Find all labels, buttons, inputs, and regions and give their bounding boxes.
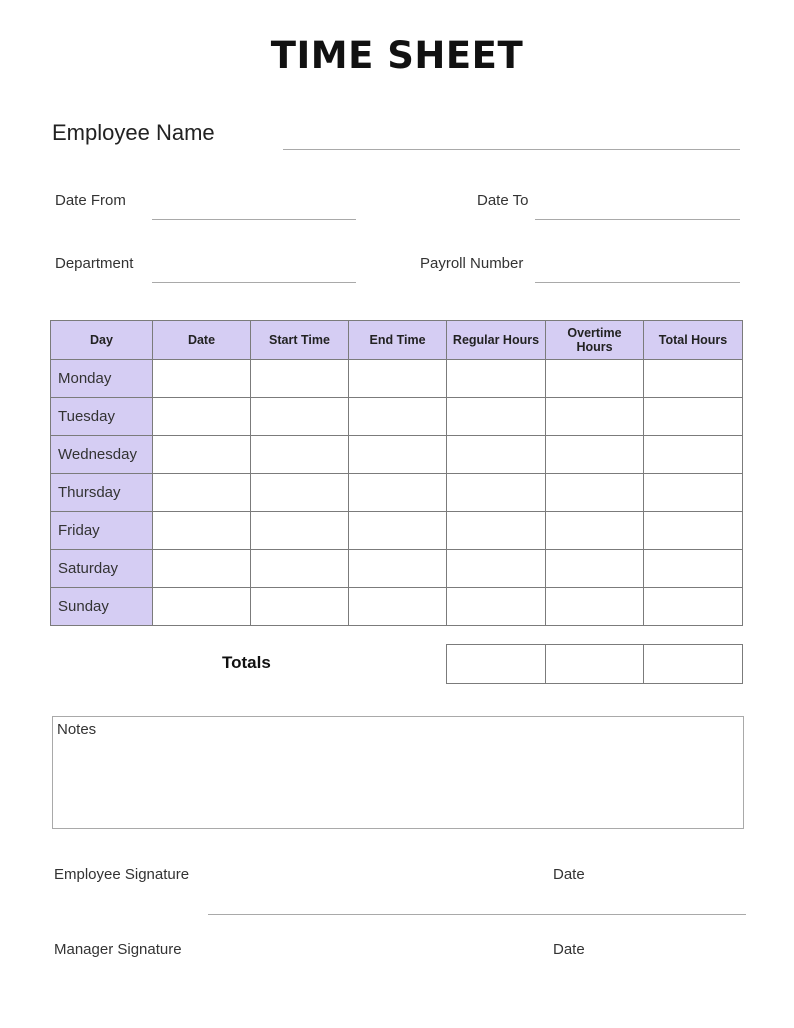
day-cell: Sunday — [51, 588, 153, 626]
column-header-overtime-hours: Overtime Hours — [546, 321, 644, 360]
date-cell[interactable] — [153, 474, 251, 512]
date-cell[interactable] — [153, 398, 251, 436]
day-cell: Friday — [51, 512, 153, 550]
total-hours-cell[interactable] — [644, 474, 743, 512]
day-cell: Monday — [51, 360, 153, 398]
start-time-cell[interactable] — [251, 360, 349, 398]
total-hours-cell[interactable] — [644, 360, 743, 398]
end-time-cell[interactable] — [349, 588, 447, 626]
date-from-field[interactable] — [152, 219, 356, 220]
total-regular-hours-cell[interactable] — [447, 645, 546, 684]
regular-hours-cell[interactable] — [447, 436, 546, 474]
column-header-day: Day — [51, 321, 153, 360]
overtime-hours-cell[interactable] — [546, 550, 644, 588]
end-time-cell[interactable] — [349, 474, 447, 512]
total-hours-cell[interactable] — [644, 512, 743, 550]
regular-hours-cell[interactable] — [447, 474, 546, 512]
column-header-end-time: End Time — [349, 321, 447, 360]
notes-box[interactable] — [52, 716, 744, 829]
payroll-number-label: Payroll Number — [420, 255, 524, 272]
totals-row — [447, 645, 743, 684]
regular-hours-cell[interactable] — [447, 588, 546, 626]
overtime-hours-cell[interactable] — [546, 398, 644, 436]
date-cell[interactable] — [153, 512, 251, 550]
manager-signature-label: Manager Signature — [54, 941, 182, 958]
overtime-hours-cell[interactable] — [546, 436, 644, 474]
table-row — [51, 360, 743, 398]
overtime-hours-cell[interactable] — [546, 512, 644, 550]
time-table — [50, 320, 743, 626]
table-row — [51, 512, 743, 550]
table-row — [51, 436, 743, 474]
manager-signature-date-label: Date — [553, 941, 585, 958]
day-cell: Saturday — [51, 550, 153, 588]
table-row — [51, 474, 743, 512]
table-header-row — [51, 321, 743, 360]
date-cell[interactable] — [153, 550, 251, 588]
page-title: TIME SHEET — [270, 34, 524, 77]
regular-hours-cell[interactable] — [447, 398, 546, 436]
overtime-hours-cell[interactable] — [546, 474, 644, 512]
end-time-cell[interactable] — [349, 398, 447, 436]
employee-name-label: Employee Name — [52, 120, 215, 145]
regular-hours-cell[interactable] — [447, 550, 546, 588]
end-time-cell[interactable] — [349, 512, 447, 550]
date-cell[interactable] — [153, 436, 251, 474]
date-to-field[interactable] — [535, 219, 740, 220]
employee-name-field[interactable] — [283, 149, 740, 150]
end-time-cell[interactable] — [349, 436, 447, 474]
start-time-cell[interactable] — [251, 436, 349, 474]
start-time-cell[interactable] — [251, 588, 349, 626]
payroll-number-field[interactable] — [535, 282, 740, 283]
table-row — [51, 588, 743, 626]
overtime-hours-cell[interactable] — [546, 360, 644, 398]
start-time-cell[interactable] — [251, 512, 349, 550]
overtime-hours-cell[interactable] — [546, 588, 644, 626]
column-header-total-hours: Total Hours — [644, 321, 743, 360]
total-hours-cell[interactable] — [644, 398, 743, 436]
regular-hours-cell[interactable] — [447, 512, 546, 550]
total-hours-cell[interactable] — [644, 436, 743, 474]
end-time-cell[interactable] — [349, 550, 447, 588]
column-header-date: Date — [153, 321, 251, 360]
table-row — [51, 398, 743, 436]
day-cell: Thursday — [51, 474, 153, 512]
end-time-cell[interactable] — [349, 360, 447, 398]
department-label: Department — [55, 255, 134, 272]
total-hours-sum-cell[interactable] — [644, 645, 743, 684]
employee-signature-date-label: Date — [553, 866, 585, 883]
totals-label: Totals — [222, 653, 271, 672]
date-cell[interactable] — [153, 360, 251, 398]
totals-table — [446, 644, 743, 684]
total-hours-cell[interactable] — [644, 588, 743, 626]
date-cell[interactable] — [153, 588, 251, 626]
date-from-label: Date From — [55, 192, 126, 209]
notes-label: Notes — [57, 721, 97, 738]
day-cell: Wednesday — [51, 436, 153, 474]
date-to-label: Date To — [477, 192, 529, 209]
day-cell: Tuesday — [51, 398, 153, 436]
start-time-cell[interactable] — [251, 474, 349, 512]
table-row — [51, 550, 743, 588]
start-time-cell[interactable] — [251, 398, 349, 436]
employee-signature-label: Employee Signature — [54, 866, 190, 883]
employee-signature-line[interactable] — [208, 914, 746, 915]
column-header-regular-hours: Regular Hours — [447, 321, 546, 360]
total-hours-cell[interactable] — [644, 550, 743, 588]
column-header-start-time: Start Time — [251, 321, 349, 360]
department-field[interactable] — [152, 282, 356, 283]
start-time-cell[interactable] — [251, 550, 349, 588]
regular-hours-cell[interactable] — [447, 360, 546, 398]
total-overtime-hours-cell[interactable] — [546, 645, 644, 684]
